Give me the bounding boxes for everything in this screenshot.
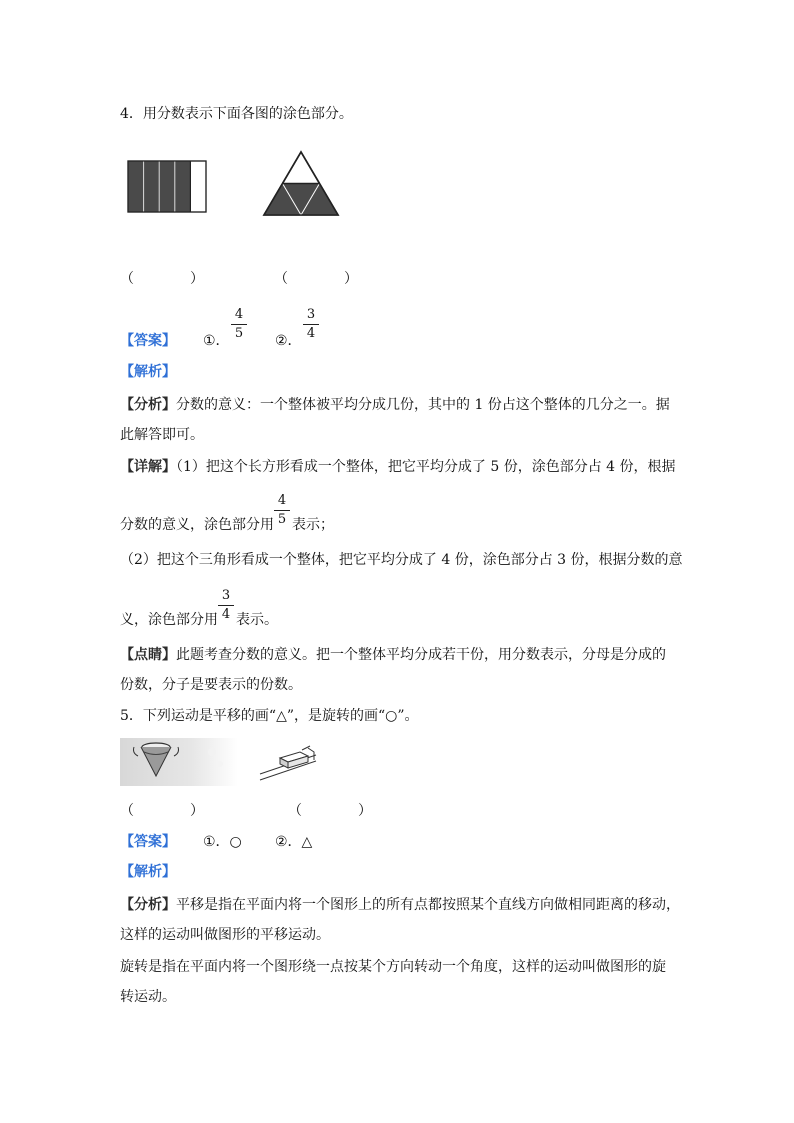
q4-comment-line-2: 份数，分子是要表示的份数。 [120, 677, 302, 693]
q5-stem: 5．下列运动是平移的画“△”，是旋转的画“○”。 [120, 708, 419, 724]
q4-detail-line-2 [120, 515, 334, 535]
detail-text: 义，涂色部分用 [120, 612, 218, 628]
detail-fraction-2-denominator: 4 [221, 607, 231, 622]
detail-text: 表示。 [236, 612, 278, 628]
fenxi-tag: 【分析】 [120, 397, 176, 413]
sliding-object-image [258, 744, 320, 782]
q5-fenxi-line-3: 旋转是指在平面内将一个图形绕一点按某个方向转动一个角度，这样的运动叫做图形的旋 [120, 959, 666, 975]
detail-fraction-1 [274, 493, 290, 528]
q4-blank-2: （ ） [274, 271, 358, 287]
detail-fraction-1-numerator: 4 [277, 493, 287, 508]
comment-tag: 【点睛】 [120, 647, 176, 663]
fenxi-text: 平移是指在平面内将一个图形上的所有点都按照某个直线方向做相同距离的移动， [176, 897, 680, 913]
q5-fenxi-line-2: 这样的运动叫做图形的平移运动。 [120, 927, 330, 943]
q5-blank-1: （ ） [120, 803, 204, 819]
detail-fraction-2-numerator: 3 [221, 588, 231, 603]
fraction-bar [231, 324, 247, 325]
q4-blank-1: （ ） [120, 271, 204, 287]
triangle-figure [262, 150, 340, 218]
spinning-top-image [120, 738, 238, 786]
answer-2-numerator: 3 [306, 307, 316, 322]
analysis-tag: 【解析】 [120, 364, 176, 380]
comment-text: 此题考查分数的意义。把一个整体平均分成若干份，用分数表示，分母是分成的 [176, 647, 666, 663]
q4-detail-line-4 [120, 610, 278, 630]
q4-fenxi-line-2: 此解答即可。 [120, 427, 204, 443]
detail-text: 分数的意义，涂色部分用 [120, 517, 274, 533]
answer-2-label: ②． [275, 333, 302, 349]
q4-stem: 4．用分数表示下面各图的涂色部分。 [120, 106, 353, 122]
rectangle-figure [127, 160, 209, 214]
detail-text: 表示； [292, 517, 334, 533]
q4-comment-line-1 [120, 645, 666, 665]
fraction-bar [303, 324, 319, 325]
q5-answer-2: ②．△ [275, 834, 313, 850]
detail-fraction-2 [218, 588, 234, 623]
q5-blank-2: （ ） [288, 803, 372, 819]
detail-tag: 【详解】 [120, 459, 176, 475]
answer-1-label: ①． [203, 333, 230, 349]
q5-answer-tag: 【答案】 [120, 834, 176, 850]
fraction-bar [218, 605, 234, 606]
q4-detail-line-3: （2）把这个三角形看成一个整体，把它平均分成了 4 份，涂色部分占 3 份，根据分数的意 [120, 552, 683, 568]
answer-2-denominator: 4 [306, 326, 316, 341]
answer-1-fraction [231, 307, 247, 342]
q5-fenxi-line-4: 转运动。 [120, 989, 176, 1005]
answer-tag: 【答案】 [120, 333, 176, 349]
fenxi-text: 分数的意义：一个整体被平均分成几份，其中的 1 份占这个整体的几分之一。据 [176, 397, 670, 413]
answer-2-fraction [303, 307, 319, 342]
q4-detail-line-1 [120, 457, 676, 477]
q4-fenxi-line-1 [120, 395, 670, 415]
answer-1-denominator: 5 [234, 326, 244, 341]
fenxi-tag: 【分析】 [120, 897, 176, 913]
detail-fraction-1-denominator: 5 [277, 512, 287, 527]
fraction-bar [274, 510, 290, 511]
answer-1-numerator: 4 [234, 307, 244, 322]
q5-answer-1: ①．○ [203, 834, 242, 850]
q5-analysis-tag: 【解析】 [120, 864, 176, 880]
detail-text: （1）把这个长方形看成一个整体，把它平均分成了 5 份，涂色部分占 4 份，根据 [176, 459, 676, 475]
q5-fenxi-line-1 [120, 895, 680, 915]
